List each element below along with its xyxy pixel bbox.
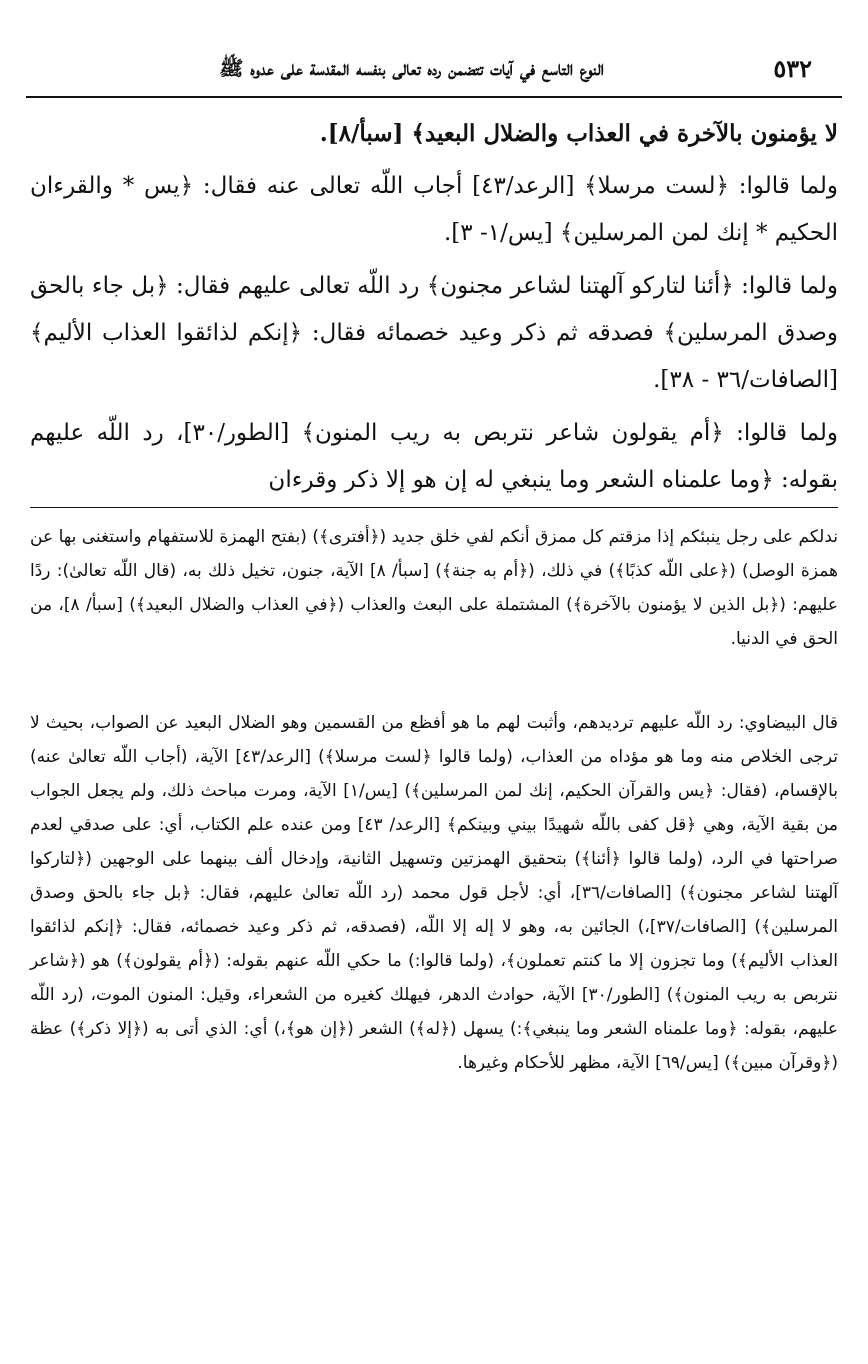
main-paragraph: لا يؤمنون بالآخرة في العذاب والضلال البعيد﴾ [سبأ/٨]. [319,120,838,147]
page-header [26,50,842,92]
note-paragraph: ندلكم على رجل ينبئكم إذا مزقتم كل ممزق أنكم لفي خلق جديد (﴿أفترى﴾) (بفتح الهمزة للاستفهام واستغنى بها عن همزة الوصل) (﴿على اللّه كذبًا﴾) في ذلك، (﴿أم به جنة﴾) [سبأ/ ٨] الآية، جنون، تخيل ذلك به، (قال اللّه تعالىٰ): ردًا عليهم: (﴿بل الذين لا يؤمنون بالآخرة﴾) المشتملة على البعث والعذاب (﴿في العذاب والضلال البعيد﴾) [سبأ/ ٨]، من الحق في الدنيا. [30,527,838,649]
main-paragraph: ولما قالوا: ﴿أئنا لتاركو آلهتنا لشاعر مجنون﴾ رد اللّه تعالى عليهم فقال: ﴿بل جاء بالحق وصدق المرسلين﴾ فصدقه ثم ذكر وعيد خصمائه فقال: ﴿إنكم لذائقوا العذاب الأليم﴾ [الصافات/٣٦ - ٣٨]. [30,273,838,393]
commentary-notes [30,520,838,1080]
header-divider [26,96,842,98]
running-title: النوع التاسع في آيات تتضمن رده تعالى بنفسه المقدسة على عدوه ﷺ [219,56,604,80]
page-number: ٥٣٢ [773,54,812,83]
main-text [30,110,838,510]
note-paragraph: قال البيضاوي: رد اللّه عليهم ترديدهم، وأثبت لهم ما هو أفظع من القسمين وهو الضلال البعيد عن الصواب، بحيث لا ترجى الخلاص منه وما هو مؤداه من العذاب، (ولما قالوا ﴿لست مرسلا﴾) [الرعد/٤٣] الآية، (أجاب اللّه تعالىٰ عنه) بالإقسام، (فقال: ﴿يس والقرآن الحكيم، إنك لمن المرسلين﴾) [يس/١] الآية، ومرت مباحث ذلك، ولم يجعل الجواب من بقية الآية، وهي ﴿قل كفى باللّه شهيدًا بيني وبينكم﴾ [الرعد/ ٤٣] ومن عنده علم الكتاب، أي: على صدقي لعدم صراحتها في الرد، (ولما قالوا ﴿أئنا﴾) بتحقيق الهمزتين وتسهيل الثانية، وإدخال ألف بينهما على الوجهين (﴿لتاركوا آلهتنا لشاعر مجنون﴾) [الصافات/٣٦]، أي: لأجل قول محمد (رد اللّه تعالىٰ عليهم، فقال: ﴿بل جاء بالحق وصدق المرسلين﴾) [الصافات/٣٧]،) الجائين به، وهو لا إله إلا اللّه، (فصدقه، ثم ذكر وعيد خصمائه، فقال: ﴿إنكم لذائقوا العذاب الأليم﴾) وما تجزون إلا ما كنتم تعملون﴾، (ولما قالوا:) ما حكي اللّه عنهم بقوله: (﴿أم يقولون﴾) هو (﴿شاعر نتربص به ريب المنون﴾) [الطور/٣٠] الآية، حوادث الدهر، فيهلك كغيره من الشعراء، وقيل: المنون الموت، (رد اللّه عليهم، بقوله: ﴿وما علمناه الشعر وما ينبغي﴾:) يسهل (﴿له﴾) الشعر (﴿إن هو﴾،) أي: الذي أتى به (﴿إلا ذكر﴾) عظة (﴿وقرآن مبين﴾) [يس/٦٩] الآية، مظهر للأحكام وغيرها. [30,713,839,1073]
main-paragraph: ولما قالوا: ﴿لست مرسلا﴾ [الرعد/٤٣] أجاب اللّه تعالى عنه فقال: ﴿يس * والقرءان الحكيم * إنك لمن المرسلين﴾ [يس/١- ٣]. [30,173,838,246]
main-paragraph: ولما قالوا: ﴿أم يقولون شاعر نتربص به ريب المنون﴾ [الطور/٣٠]، رد اللّه عليهم بقوله: ﴿وما علمناه الشعر وما ينبغي له إن هو إلا ذكر وقرءان [30,420,838,493]
footnote-divider [30,507,838,508]
